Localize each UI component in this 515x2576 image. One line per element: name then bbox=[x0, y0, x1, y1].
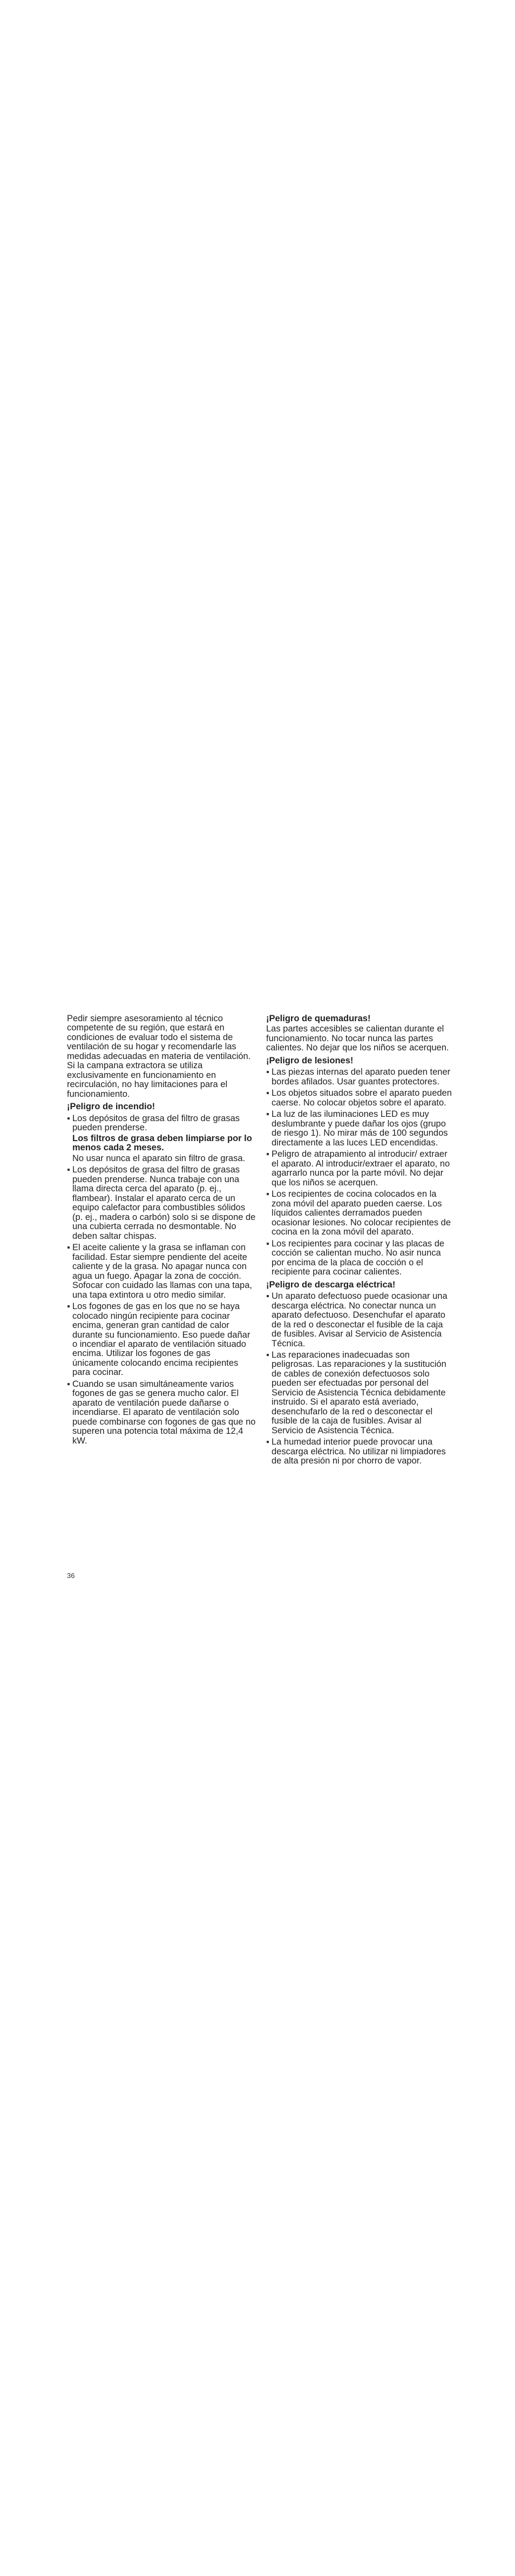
list-item: El aceite caliente y la grasa se inflaman con facilidad. Estar siempre pendiente del aceite caliente y de la grasa. No apagar nunca con agua un fuego. Apagar la zona de cocción. Sofocar con cuidado las llamas con una tapa, una tapa extintora u otro medio similar. bbox=[67, 1243, 256, 1300]
list-item: Las reparaciones inadecuadas son peligrosas. Las reparaciones y la sustitución de cables de conexión defectuosos solo pueden ser efectuadas por personal del Servicio de Asistencia Técnica debidamente instruido. Si el aparato está averiado, desenchufarlo de la red o desconectar el fusible de la caja de fusibles. Avisar al Servicio de Asistencia Técnica. bbox=[266, 1351, 455, 1435]
intro-paragraph-1: Pedir siempre asesoramiento al técnico competente de su región, que estará en condiciones de evaluar todo el sistema de ventilación de su hogar y recomendarle las medidas adecuadas en materia de ventilación. bbox=[67, 1014, 251, 1061]
grease-filter-cleaning-note: Los filtros de grasa deben limpiarse por lo menos cada 2 meses. bbox=[72, 1133, 252, 1153]
list-item: La humedad interior puede provocar una descarga eléctrica. No utilizar ni limpiadores de alta presión ni por chorro de vapor. bbox=[266, 1438, 455, 1466]
list-item: Los objetos situados sobre el aparato pueden caerse. No colocar objetos sobre el aparato. bbox=[266, 1089, 455, 1108]
grease-filter-warning: No usar nunca el aparato sin filtro de grasa. bbox=[72, 1153, 246, 1163]
list-item: Los recipientes para cocinar y las placas de cocción se calientan mucho. No asir nunca por encima de la placa de cocción o el recipiente para cocinar calientes. bbox=[266, 1239, 455, 1277]
electric-hazard-list bbox=[266, 1292, 455, 1466]
fire-item-1-text: Los depósitos de grasa del filtro de grasas pueden prenderse. bbox=[72, 1113, 240, 1133]
list-item: Las piezas internas del aparato pueden tener bordes afilados. Usar guantes protectores. bbox=[266, 1068, 455, 1087]
list-item: Peligro de atrapamiento al introducir/ extraer el aparato. Al introducir/extraer el aparato, no agarrarlo nunca por la parte móvil. No dejar que los niños se acerquen. bbox=[266, 1150, 455, 1188]
electric-hazard-heading: ¡Peligro de descarga eléctrica! bbox=[266, 1279, 396, 1290]
list-item: Los fogones de gas en los que no se haya colocado ningún recipiente para cocinar encima, generan gran cantidad de calor durante su funcionamiento. Eso puede dañar o incendiar el aparato de ventilación situado encima. Utilizar los fogones de gas únicamente colocando encima recipientes para cocinar. bbox=[67, 1302, 256, 1378]
intro-paragraph-2: Si la campana extractora se utiliza exclusivamente en funcionamiento en recirculación, no hay limitaciones para el funcionamiento. bbox=[67, 1061, 228, 1099]
burn-hazard-text: Las partes accesibles se calientan durante el funcionamiento. No tocar nunca las partes calientes. No dejar que los niños se acerquen. bbox=[266, 1024, 449, 1053]
left-column bbox=[67, 1014, 256, 1446]
burn-hazard-heading: ¡Peligro de quemaduras! bbox=[266, 1014, 371, 1023]
right-column bbox=[266, 1014, 455, 1466]
list-item: La luz de las iluminaciones LED es muy deslumbrante y puede dañar los ojos (grupo de riesgo 1). No mirar más de 100 segundos directamente a las luces LED encendidas. bbox=[266, 1110, 455, 1148]
injury-hazard-list bbox=[266, 1068, 455, 1277]
list-item: Cuando se usan simultáneamente varios fogones de gas se genera mucho calor. El aparato de ventilación puede dañarse o incendiarse. El aparato de ventilación solo puede combinarse con fogones de gas que no superen una potencia total máxima de 12,4 kW. bbox=[67, 1380, 256, 1446]
page-number: 36 bbox=[67, 1572, 75, 1580]
fire-hazard-list bbox=[67, 1114, 256, 1446]
list-item: Un aparato defectuoso puede ocasionar una descarga eléctrica. No conectar nunca un aparato defectuoso. Desenchufar el aparato de la red o desconectar el fusible de la caja de fusibles. Avisar al Servicio de Asistencia Técnica. bbox=[266, 1292, 455, 1348]
injury-hazard-heading: ¡Peligro de lesiones! bbox=[266, 1055, 354, 1066]
fire-hazard-heading: ¡Peligro de incendio! bbox=[67, 1102, 155, 1112]
list-item: Los recipientes de cocina colocados en la zona móvil del aparato pueden caerse. Los líquidos calientes derramados pueden ocasionar lesiones. No colocar recipientes de cocina en la zona móvil del aparato. bbox=[266, 1190, 455, 1237]
list-item: Los depósitos de grasa del filtro de grasas pueden prenderse. Nunca trabaje con una llama directa cerca del aparato (p. ej., flambear). Instalar el aparato cerca de un equipo calefactor para combustibles sólidos (p. ej., madera o carbón) solo si se dispone de una cubierta cerrada no desmontable. No deben saltar chispas. bbox=[67, 1165, 256, 1241]
list-item bbox=[67, 1114, 256, 1163]
